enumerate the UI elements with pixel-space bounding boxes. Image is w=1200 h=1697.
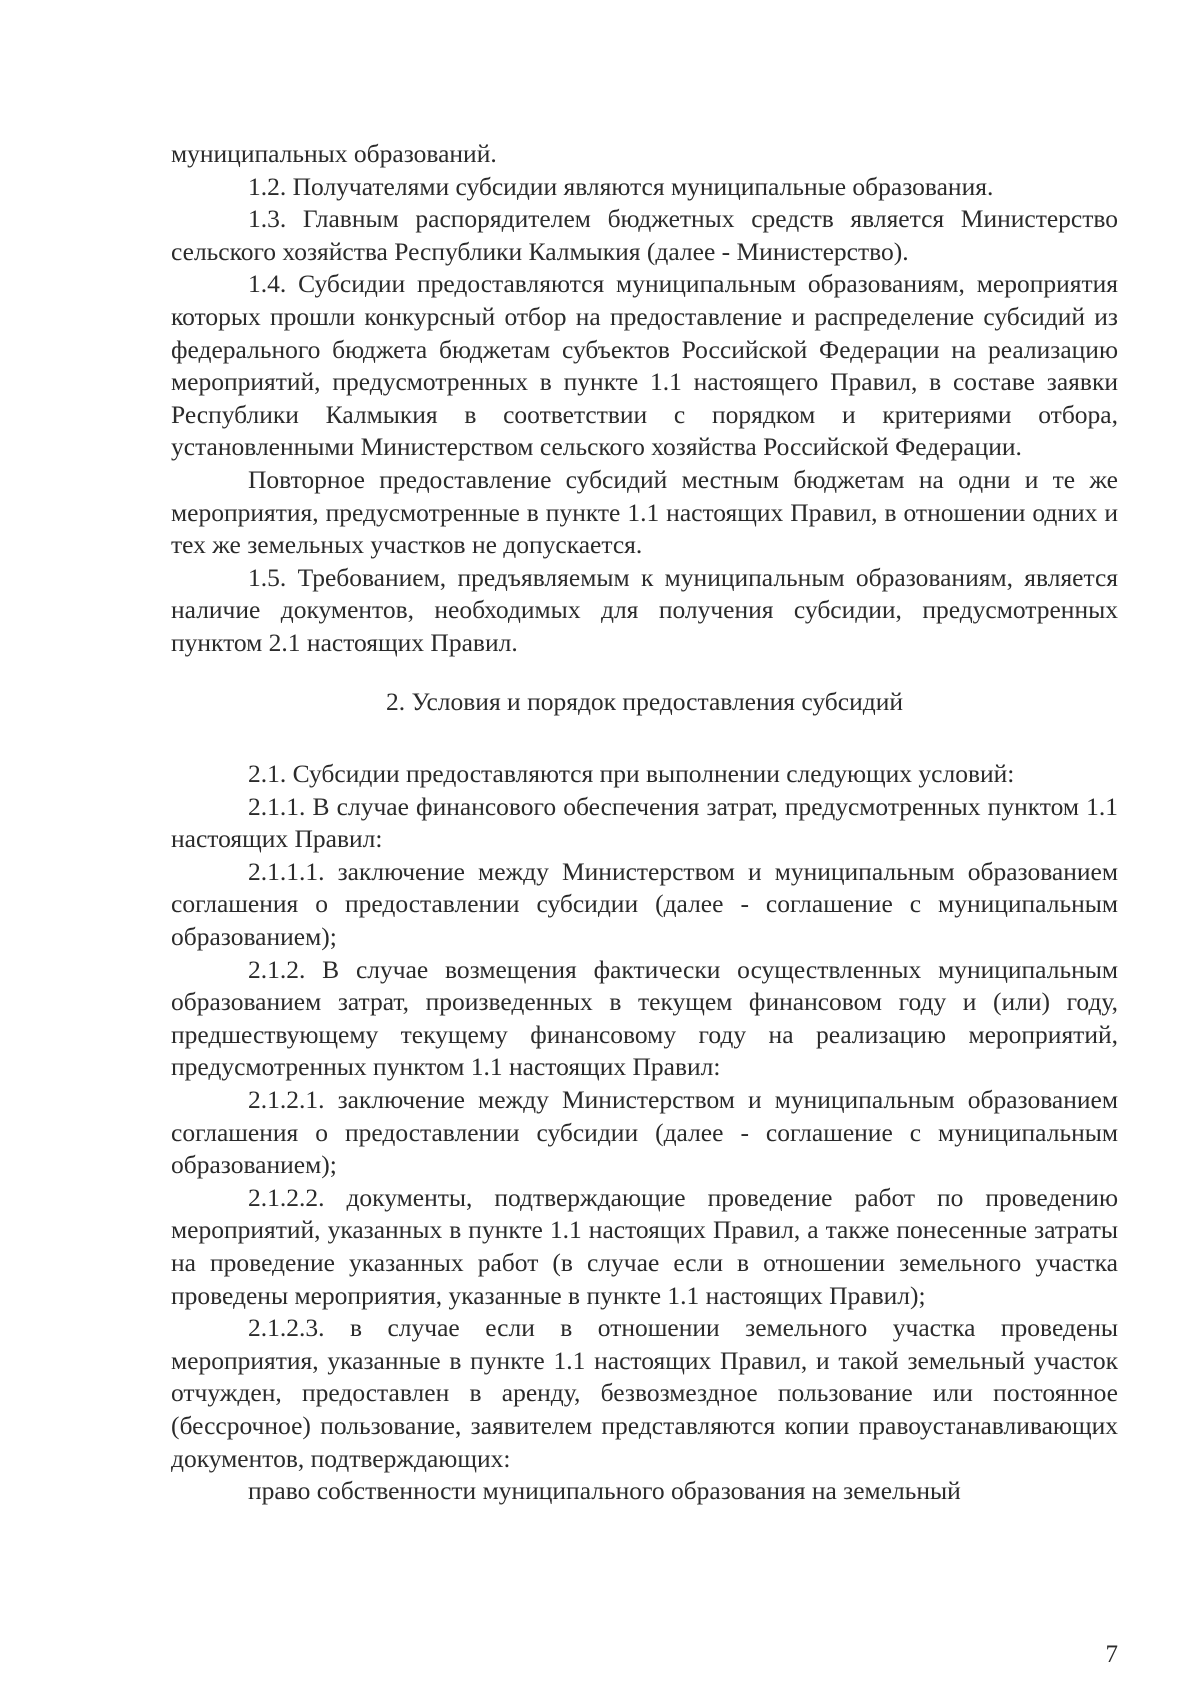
- paragraph-ownership-right: право собственности муниципального образования на земельный: [248, 1476, 961, 1506]
- paragraph-1-2: 1.2. Получателями субсидии являются муниципальные образования.: [248, 171, 994, 201]
- paragraph-1-3: 1.3. Главным распорядителем бюджетных средств является Министерство сельского хозяйства Республики Калмыкия (далее - Министерство).: [171, 204, 1118, 266]
- paragraph-2-1-2-1: 2.1.2.1. заключение между Министерством и муниципальным образованием соглашения о предоставлении субсидии (далее - соглашение с муниципальным образованием);: [171, 1085, 1118, 1180]
- section-heading: 2. Условия и порядок предоставления субсидий: [385, 686, 904, 716]
- paragraph-2-1-1-1: 2.1.1.1. заключение между Министерством и муниципальным образованием соглашения о предоставлении субсидии (далее - соглашение с муниципальным образованием);: [171, 856, 1118, 952]
- paragraph-repeat-provision: Повторное предоставление субсидий местным бюджетам на одни и те же мероприятия, предусмотренные в пункте 1.1 настоящих Правил, в отношении одних и тех же земельных участков не допускается.: [171, 464, 1118, 560]
- paragraph-2-1-2-2: 2.1.2.2. документы, подтверждающие проведение работ по проведению мероприятий, указанных в пункте 1.1 настоящих Правил, а также понесенные затраты на проведение указанных работ (в случае если в отношении земельного участка проведены мероприятия, указанные в пункте 1.1 настоящих Правил);: [171, 1182, 1118, 1310]
- document-body: [171, 138, 1118, 1508]
- paragraph-2-1: 2.1. Субсидии предоставляются при выполнении следующих условий:: [248, 759, 1015, 789]
- paragraph-2-1-2: 2.1.2. В случае возмещения фактически осуществленных муниципальным образованием затрат, произведенных в текущем финансовом году и (или) году, предшествующему текущему финансовому году на реализацию мероприятий, предусмотренных пунктом 1.1 настоящих Правил:: [171, 954, 1118, 1082]
- paragraph-continuation: муниципальных образований.: [171, 139, 497, 168]
- paragraph-1-4: 1.4. Субсидии предоставляются муниципальным образованиям, мероприятия которых прошли конкурсный отбор на предоставление и распределение субсидий из федерального бюджета бюджетам субъектов Российской Федерации на реализацию мероприятий, предусмотренных в пункте 1.1 настоящего Правил, в составе заявки Республики Калмыкия в соответствии с порядком и критериями отбора, установленными Министерством сельского хозяйства Российской Федерации.: [171, 269, 1118, 462]
- page-number: 7: [1105, 1641, 1118, 1668]
- paragraph-1-5: 1.5. Требованием, предъявляемым к муниципальным образованиям, является наличие документов, необходимых для получения субсидии, предусмотренных пунктом 2.1 настоящих Правил.: [171, 562, 1118, 657]
- paragraph-2-1-1: 2.1.1. В случае финансового обеспечения затрат, предусмотренных пунктом 1.1 настоящих Правил:: [171, 791, 1118, 854]
- paragraph-2-1-2-3: 2.1.2.3. в случае если в отношении земельного участка проведены мероприятия, указанные в пункте 1.1 настоящих Правил, и такой земельный участок отчужден, предоставлен в аренду, безвозмездное пользование или постоянное (бессрочное) пользование, заявителем представляются копии правоустанавливающих документов, подтверждающих:: [171, 1313, 1118, 1473]
